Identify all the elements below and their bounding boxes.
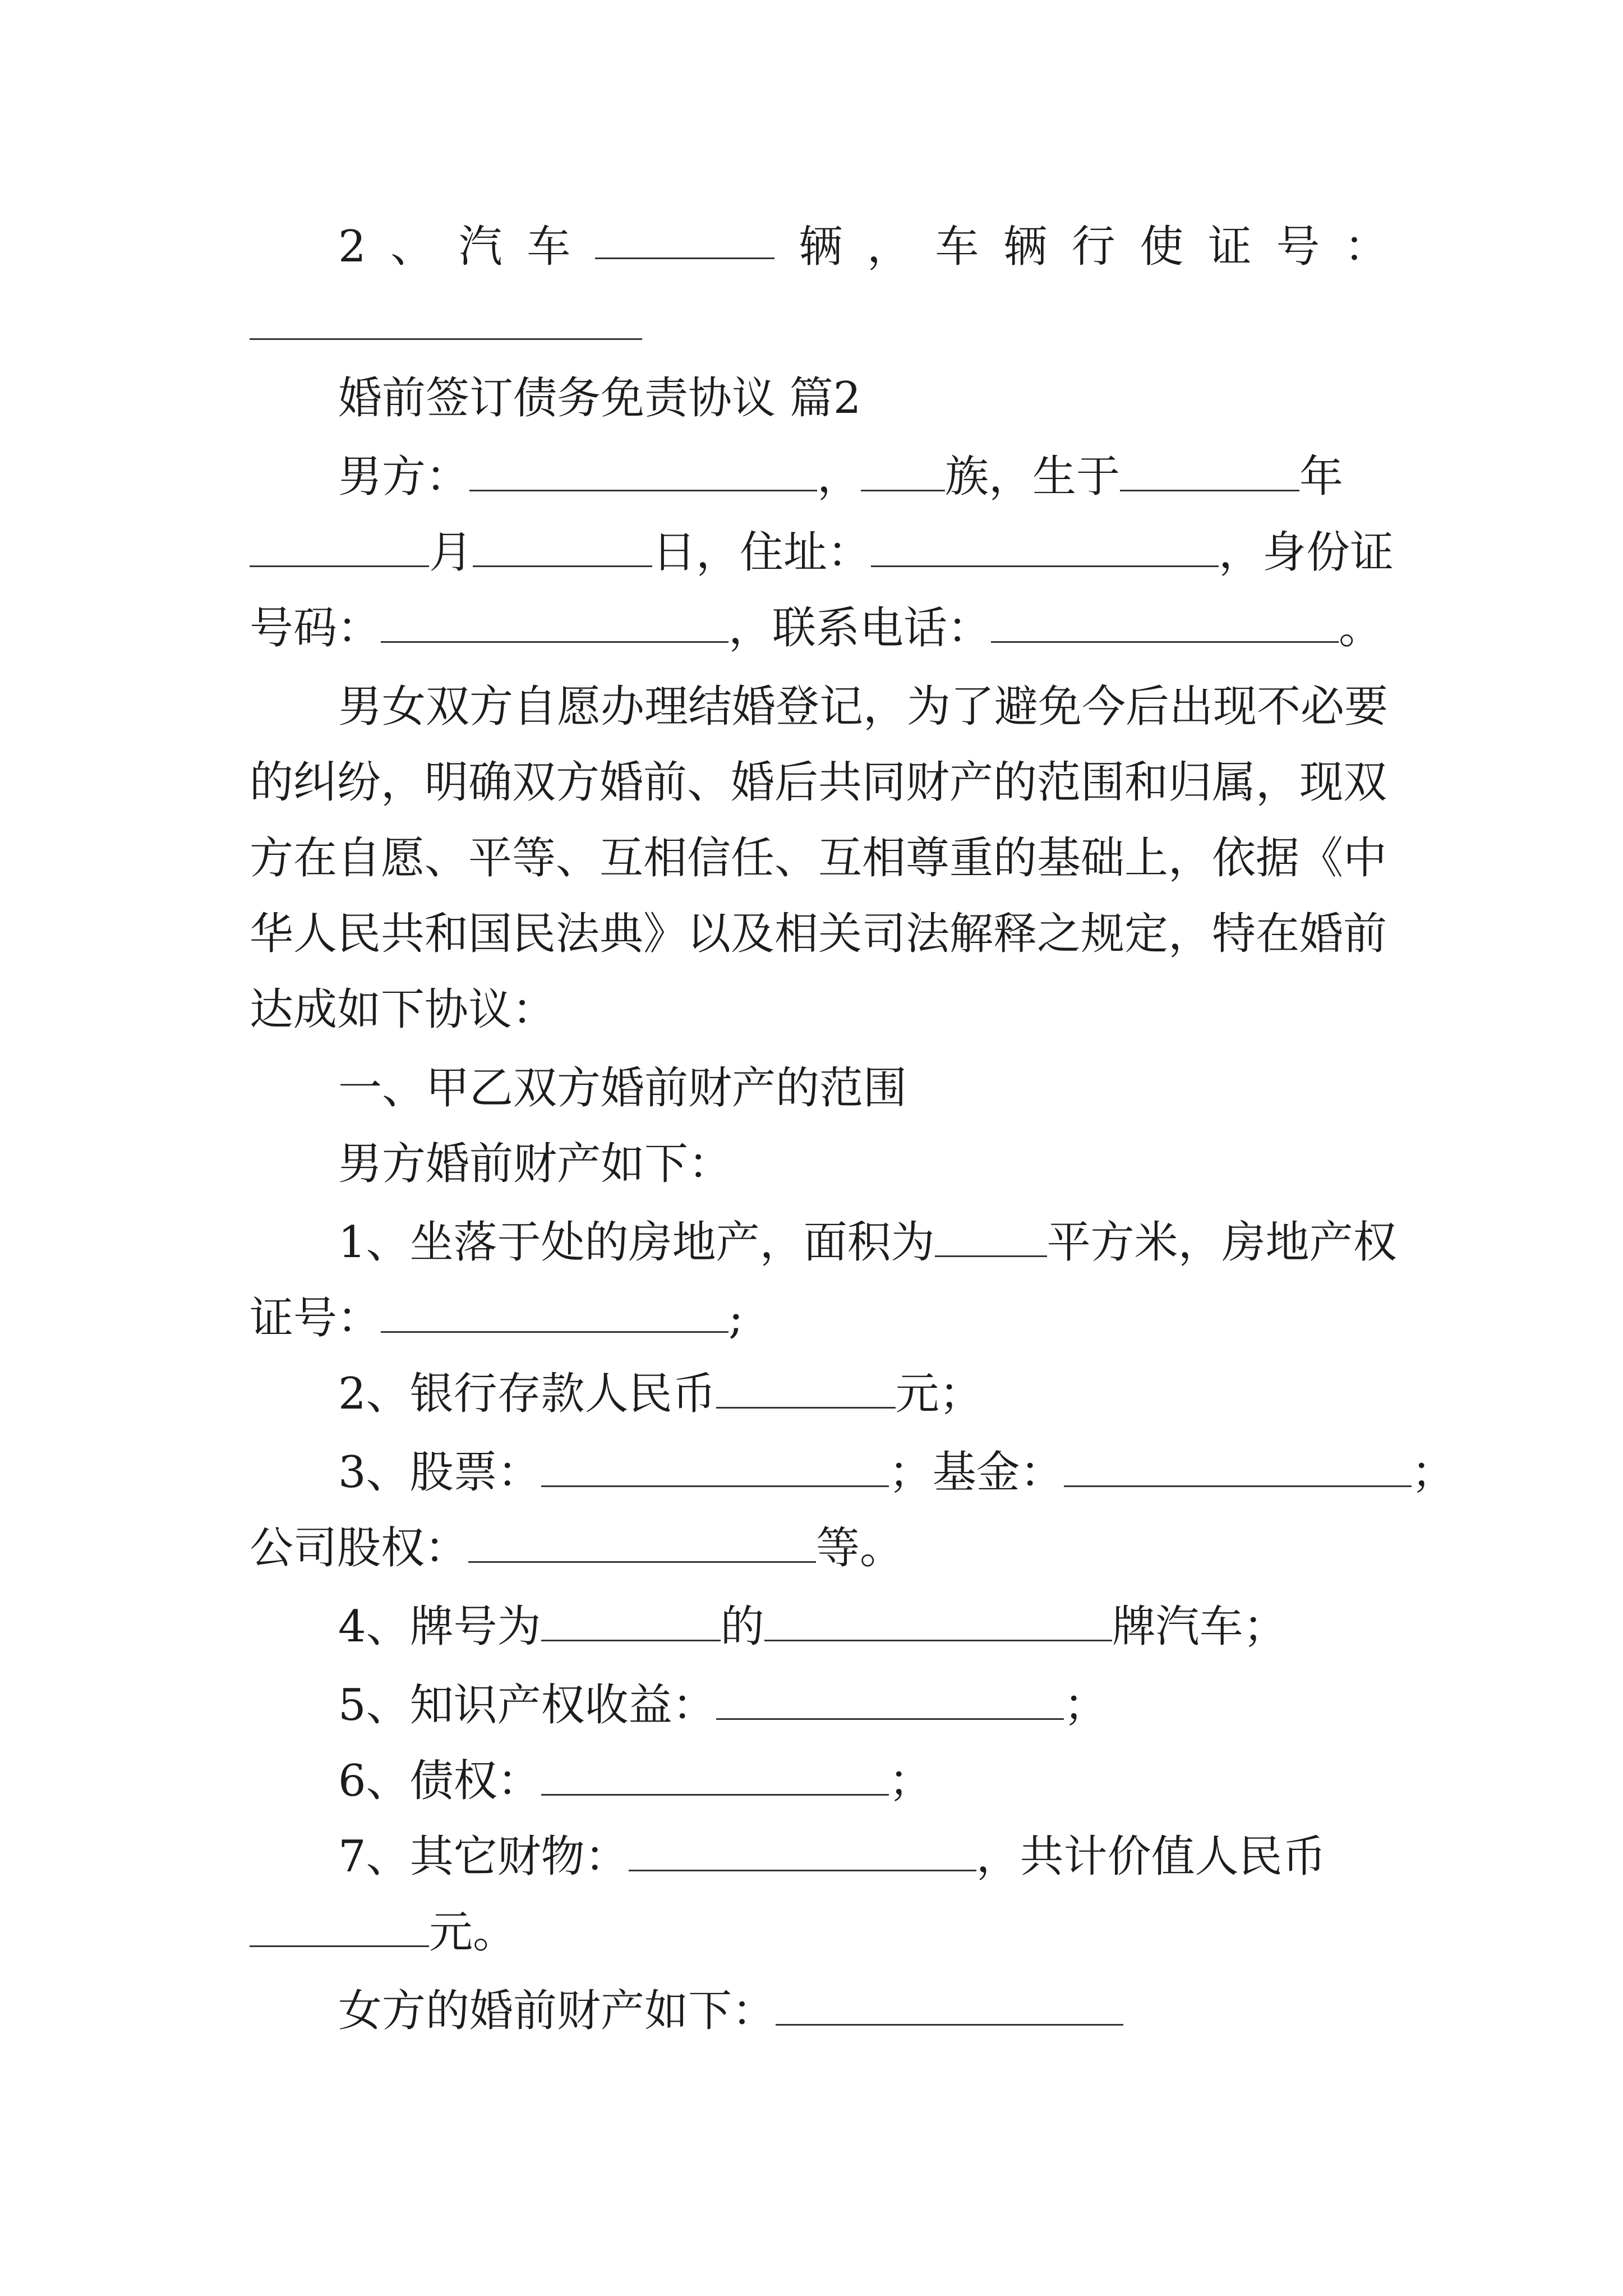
text-char: 车 — [527, 222, 571, 272]
stock-blank[interactable] — [541, 1444, 889, 1487]
plate-label: 4、牌号为 — [338, 1602, 541, 1652]
id-card-label: ，身份证 — [1219, 527, 1394, 578]
yuan-label: 元。 — [429, 1907, 517, 1958]
text-char: 证 — [1207, 222, 1252, 272]
text-semicolon: ； — [1063, 1680, 1108, 1731]
male-name-blank[interactable] — [469, 448, 817, 491]
phone-label: ，联系电话： — [728, 603, 992, 654]
text-semicolon: ; — [728, 1293, 744, 1343]
male-label: 男方： — [338, 452, 470, 502]
male-info-line-2 — [250, 522, 1394, 583]
year-label: 年 — [1299, 452, 1344, 502]
male-info-line-1 — [250, 446, 1388, 508]
item-1-text-b: 平方米，房地产权 — [1046, 1217, 1397, 1268]
phone-blank[interactable] — [991, 600, 1339, 643]
claims-blank[interactable] — [541, 1752, 889, 1796]
female-assets-blank[interactable] — [776, 1982, 1123, 2026]
text-char: 车 — [935, 222, 979, 272]
total-value-blank[interactable] — [250, 1904, 429, 1947]
item-2-text: 2、银行存款人民币 — [338, 1369, 716, 1419]
item-3-line-1 — [250, 1442, 1455, 1503]
item-6-line — [250, 1750, 1388, 1812]
car-item-line — [250, 216, 1388, 278]
ethnic-birth-label: 族，生于 — [945, 452, 1121, 502]
item-2-line — [250, 1363, 1388, 1425]
item-7-line-2 — [250, 1902, 1388, 1963]
yuan-label: 元； — [895, 1369, 983, 1419]
other-assets-blank[interactable] — [629, 1828, 976, 1871]
plate-blank[interactable] — [541, 1598, 721, 1641]
text-char: 汽 — [458, 222, 502, 272]
total-value-label: ，共计价值人民币 — [976, 1832, 1326, 1882]
text-semicolon: ； — [888, 1756, 933, 1806]
day-address-label: 日，住址： — [652, 527, 872, 578]
text-char: 行 — [1071, 222, 1115, 272]
text-char: 、 — [390, 222, 435, 272]
equity-label: 公司股权： — [250, 1523, 469, 1573]
fund-label: ；基金： — [888, 1447, 1064, 1498]
intro-line-2: 的纠纷，明确双方婚前、婚后共同财产的范围和归属，现双 — [250, 757, 1387, 808]
item-1-text: 1、坐落于处的房地产，面积为 — [338, 1217, 935, 1268]
text-char: 辆 — [1003, 222, 1048, 272]
item-1-line-1 — [250, 1212, 1397, 1273]
male-info-line-3 — [250, 597, 1388, 659]
car-brand-blank[interactable] — [764, 1598, 1112, 1641]
text-char: 号 — [1276, 222, 1320, 272]
section-1-heading: 一、甲乙双方婚前财产的范围 — [338, 1063, 907, 1114]
intro-line-3: 方在自愿、平等、互相信任、互相尊重的基础上，依据《中 — [250, 833, 1387, 884]
birth-year-blank[interactable] — [1120, 448, 1299, 491]
male-ethnic-blank[interactable] — [861, 448, 945, 491]
text-char: ， — [866, 222, 911, 272]
car-item-number: 2 — [338, 222, 366, 272]
id-number-label: 号码： — [250, 603, 381, 654]
intro-line-4: 华人民共和国民法典》以及相关司法解释之规定，特在婚前 — [250, 909, 1387, 959]
fund-blank[interactable] — [1064, 1444, 1412, 1487]
item-4-line — [250, 1596, 1388, 1658]
female-assets-line — [250, 1980, 1388, 2042]
car-license-blank[interactable] — [250, 297, 642, 340]
text-period: 。 — [1339, 603, 1383, 654]
text-char: ： — [1344, 222, 1388, 272]
deed-number-blank[interactable] — [381, 1290, 728, 1333]
month-label: 月 — [429, 527, 473, 578]
item-3-line-2 — [250, 1517, 1388, 1579]
text-char: 辆 — [799, 222, 843, 272]
birth-month-blank[interactable] — [250, 524, 429, 567]
etc-label: 等。 — [816, 1523, 904, 1573]
address-blank[interactable] — [871, 524, 1219, 567]
text-comma: ， — [817, 452, 861, 502]
text-char: 使 — [1140, 222, 1184, 272]
item-1-line-2 — [250, 1287, 1388, 1349]
item-5-line — [250, 1674, 1388, 1736]
intro-line-1: 男女双方自愿办理结婚登记，为了避免今后出现不必要 — [338, 682, 1389, 732]
item-7-line-1 — [250, 1826, 1388, 1888]
text-semicolon: ； — [1411, 1447, 1455, 1498]
car-license-line — [250, 295, 1388, 356]
other-assets-label: 7、其它财物： — [338, 1832, 629, 1882]
id-number-blank[interactable] — [381, 600, 728, 643]
equity-blank[interactable] — [468, 1520, 816, 1563]
claims-label: 6、债权： — [338, 1756, 541, 1806]
ip-income-blank[interactable] — [716, 1677, 1064, 1720]
birth-day-blank[interactable] — [473, 524, 652, 567]
male-assets-heading: 男方婚前财产如下： — [338, 1139, 732, 1189]
ip-income-label: 5、知识产权收益： — [338, 1680, 716, 1731]
deed-number-label: 证号： — [250, 1293, 381, 1343]
intro-line-5: 达成如下协议： — [250, 984, 556, 1035]
stock-label: 3、股票： — [338, 1447, 541, 1498]
deposit-blank[interactable] — [716, 1365, 896, 1409]
female-assets-heading: 女方的婚前财产如下： — [338, 1986, 776, 2036]
section-title: 婚前签订债务免责协议 篇2 — [338, 373, 861, 424]
text-de: 的 — [720, 1602, 764, 1652]
car-label: 牌汽车； — [1112, 1602, 1287, 1652]
car-count-blank[interactable] — [595, 216, 774, 259]
area-blank[interactable] — [935, 1214, 1047, 1257]
